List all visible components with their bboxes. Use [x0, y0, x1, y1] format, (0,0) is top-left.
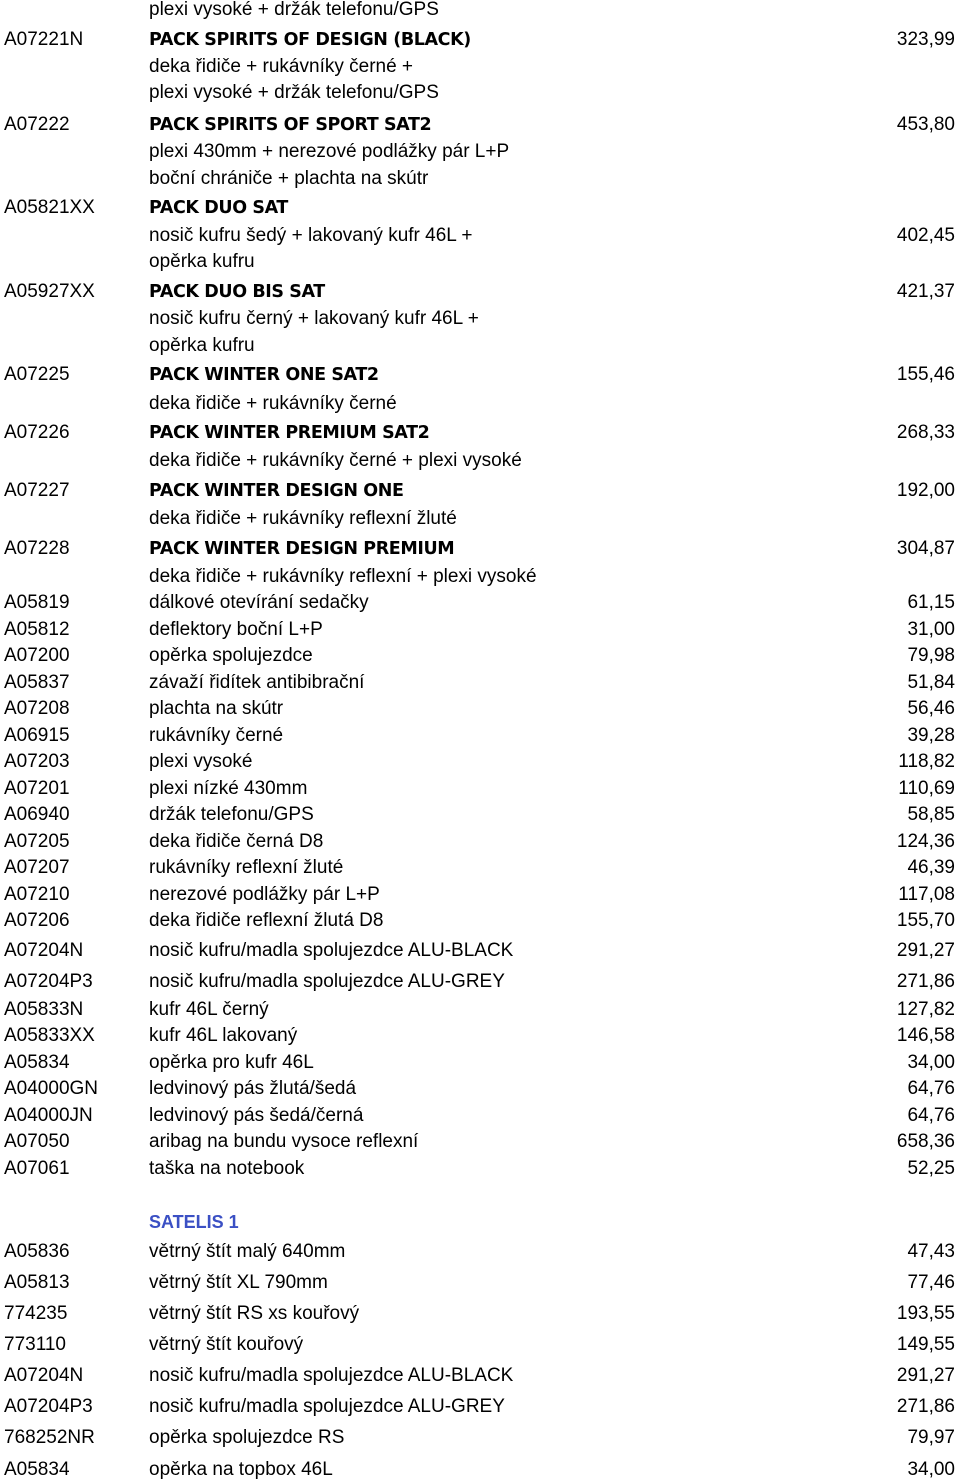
item-price: 323,99 — [896, 29, 955, 50]
item-code: A05821XX — [4, 197, 95, 218]
item-description: deka řidiče černá D8 — [149, 831, 324, 852]
item-description: rukávníky reflexní žluté — [149, 857, 344, 878]
table-row — [0, 1076, 960, 1102]
table-row — [0, 139, 960, 165]
item-description: opěrka spolujezdce RS — [149, 1427, 345, 1448]
item-code: A07221N — [4, 29, 84, 50]
item-price: 56,46 — [907, 698, 955, 719]
item-code: A07204P3 — [4, 1396, 93, 1417]
item-description: deka řidiče + rukávníky černé — [149, 393, 397, 414]
table-row — [0, 723, 960, 749]
pack-row — [0, 362, 960, 388]
item-description: deflektory boční L+P — [149, 619, 323, 640]
item-price: 79,98 — [907, 645, 955, 666]
item-price: 127,82 — [896, 999, 955, 1020]
item-description: opěrka kufru — [149, 251, 255, 272]
item-price: 149,55 — [896, 1334, 955, 1355]
item-description: deka řidiče + rukávníky černé + — [149, 56, 414, 77]
item-price: 31,00 — [907, 619, 955, 640]
item-price: 192,00 — [896, 480, 955, 501]
table-row — [0, 249, 960, 275]
item-code: A07228 — [4, 538, 70, 559]
item-code: A07201 — [4, 778, 70, 799]
item-description: plexi vysoké + držák telefonu/GPS — [149, 0, 439, 20]
item-description: deka řidiče + rukávníky reflexní + plexi vysoké — [149, 566, 537, 587]
item-description: plexi nízké 430mm — [149, 778, 308, 799]
item-code: A07200 — [4, 645, 70, 666]
item-code: A04000GN — [4, 1078, 99, 1099]
item-description: větrný štít RS xs kouřový — [149, 1303, 360, 1324]
table-row — [0, 908, 960, 934]
table-row — [0, 776, 960, 802]
item-description: taška na notebook — [149, 1158, 305, 1179]
item-code: A07226 — [4, 422, 70, 443]
item-description: PACK SPIRITS OF SPORT SAT2 — [149, 115, 432, 135]
section-heading-row — [0, 1209, 960, 1235]
item-price: 61,15 — [907, 592, 955, 613]
item-price: 271,86 — [896, 971, 955, 992]
item-description: závaží řidítek antibibrační — [149, 672, 365, 693]
item-code: A07204P3 — [4, 971, 93, 992]
table-row — [0, 166, 960, 192]
item-price: 453,80 — [896, 114, 955, 135]
table-row — [0, 590, 960, 616]
item-description: dálkové otevírání sedačky — [149, 592, 369, 613]
item-description: plexi 430mm + nerezové podlážky pár L+P — [149, 141, 510, 162]
item-price: 52,25 — [907, 1158, 955, 1179]
table-row — [0, 1425, 960, 1451]
item-price: 79,97 — [907, 1427, 955, 1448]
item-description: PACK SPIRITS OF DESIGN (BLACK) — [149, 30, 471, 50]
table-row — [0, 223, 960, 249]
pack-row — [0, 112, 960, 138]
table-row — [0, 333, 960, 359]
table-row — [0, 506, 960, 532]
item-price: 58,85 — [907, 804, 955, 825]
item-price: 118,82 — [898, 751, 955, 772]
item-price: 291,27 — [896, 940, 955, 961]
table-row — [0, 643, 960, 669]
item-description: plachta na skútr — [149, 698, 284, 719]
item-code: A04000JN — [4, 1105, 93, 1126]
item-code: A07210 — [4, 884, 70, 905]
item-description: opěrka spolujezdce — [149, 645, 313, 666]
table-row — [0, 306, 960, 332]
item-code: A07225 — [4, 364, 70, 385]
item-code: A07208 — [4, 698, 70, 719]
item-price: 39,28 — [907, 725, 955, 746]
item-description: plexi vysoké + držák telefonu/GPS — [149, 82, 439, 103]
item-description: opěrka kufru — [149, 335, 255, 356]
item-code: A07050 — [4, 1131, 70, 1152]
item-description: opěrka na topbox 46L — [149, 1459, 333, 1480]
item-description: nosič kufru šedý + lakovaný kufr 46L + — [149, 225, 473, 246]
item-description: držák telefonu/GPS — [149, 804, 314, 825]
item-description: nosič kufru černý + lakovaný kufr 46L + — [149, 308, 479, 329]
table-row — [0, 564, 960, 590]
item-description: PACK DUO BIS SAT — [149, 282, 325, 302]
item-price: 658,36 — [896, 1131, 955, 1152]
item-code: A05927XX — [4, 281, 95, 302]
item-code: A05819 — [4, 592, 70, 613]
table-row — [0, 997, 960, 1023]
item-code: A07203 — [4, 751, 70, 772]
item-code: A07205 — [4, 831, 70, 852]
table-row — [0, 1394, 960, 1420]
table-row — [0, 802, 960, 828]
table-row — [0, 1103, 960, 1129]
item-price: 193,55 — [896, 1303, 955, 1324]
item-description: nosič kufru/madla spolujezdce ALU-GREY — [149, 1396, 505, 1417]
item-description: PACK DUO SAT — [149, 198, 288, 218]
item-code: A05834 — [4, 1052, 70, 1073]
item-price: 421,37 — [896, 281, 955, 302]
item-code: A07222 — [4, 114, 70, 135]
table-row — [0, 969, 960, 995]
item-code: A07204N — [4, 940, 84, 961]
item-code: A05837 — [4, 672, 70, 693]
item-code: 774235 — [4, 1303, 68, 1324]
item-price: 77,46 — [907, 1272, 955, 1293]
item-description: větrný štít XL 790mm — [149, 1272, 328, 1293]
item-price: 304,87 — [896, 538, 955, 559]
table-row — [0, 1156, 960, 1182]
item-description: opěrka pro kufr 46L — [149, 1052, 314, 1073]
table-row — [0, 855, 960, 881]
item-code: 768252NR — [4, 1427, 95, 1448]
table-row — [0, 1270, 960, 1296]
item-code: A07227 — [4, 480, 70, 501]
item-code: A05833N — [4, 999, 84, 1020]
item-description: větrný štít malý 640mm — [149, 1241, 346, 1262]
table-row — [0, 448, 960, 474]
table-row — [0, 882, 960, 908]
item-price: 46,39 — [907, 857, 955, 878]
item-price: 64,76 — [907, 1105, 955, 1126]
table-row — [0, 1301, 960, 1327]
item-description: nosič kufru/madla spolujezdce ALU-BLACK — [149, 1365, 514, 1386]
table-row — [0, 1023, 960, 1049]
table-row — [0, 80, 960, 106]
pack-row — [0, 195, 960, 221]
item-description: nosič kufru/madla spolujezdce ALU-BLACK — [149, 940, 514, 961]
item-price: 34,00 — [907, 1459, 955, 1480]
table-row — [0, 617, 960, 643]
item-description: PACK WINTER DESIGN ONE — [149, 481, 404, 501]
item-price: 271,86 — [896, 1396, 955, 1417]
item-description: aribag na bundu vysoce reflexní — [149, 1131, 419, 1152]
item-description: ledvinový pás šedá/černá — [149, 1105, 364, 1126]
pack-row — [0, 27, 960, 53]
table-row — [0, 938, 960, 964]
item-price: 110,69 — [898, 778, 955, 799]
table-row — [0, 1457, 960, 1483]
item-price: 124,36 — [896, 831, 955, 852]
item-description: ledvinový pás žlutá/šedá — [149, 1078, 357, 1099]
item-code: A05813 — [4, 1272, 70, 1293]
item-description: deka řidiče reflexní žlutá D8 — [149, 910, 384, 931]
item-description: PACK WINTER PREMIUM SAT2 — [149, 423, 430, 443]
pack-row — [0, 536, 960, 562]
item-description: větrný štít kouřový — [149, 1334, 304, 1355]
table-row — [0, 54, 960, 80]
item-price: 34,00 — [907, 1052, 955, 1073]
item-description: deka řidiče + rukávníky reflexní žluté — [149, 508, 457, 529]
item-code: A05833XX — [4, 1025, 95, 1046]
item-price: 146,58 — [896, 1025, 955, 1046]
item-price: 268,33 — [896, 422, 955, 443]
table-row — [0, 391, 960, 417]
item-code: A07207 — [4, 857, 70, 878]
pack-row — [0, 420, 960, 446]
item-code: A05836 — [4, 1241, 70, 1262]
table-row — [0, 0, 960, 23]
item-price: 155,70 — [896, 910, 955, 931]
item-price: 51,84 — [907, 672, 955, 693]
item-description: kufr 46L černý — [149, 999, 269, 1020]
item-description: PACK WINTER ONE SAT2 — [149, 365, 379, 385]
item-price: 117,08 — [898, 884, 955, 905]
item-code: 773110 — [4, 1334, 66, 1355]
table-row — [0, 1363, 960, 1389]
table-row — [0, 1129, 960, 1155]
item-description: PACK WINTER DESIGN PREMIUM — [149, 539, 455, 559]
table-row — [0, 1332, 960, 1358]
item-price: 155,46 — [896, 364, 955, 385]
table-row — [0, 670, 960, 696]
item-code: A07204N — [4, 1365, 84, 1386]
item-description: boční chrániče + plachta na skútr — [149, 168, 429, 189]
item-description: deka řidiče + rukávníky černé + plexi vysoké — [149, 450, 522, 471]
item-price: 64,76 — [907, 1078, 955, 1099]
table-row — [0, 1050, 960, 1076]
item-code: A07061 — [4, 1158, 70, 1179]
section-heading: SATELIS 1 — [149, 1212, 239, 1232]
item-description: plexi vysoké — [149, 751, 253, 772]
item-code: A06940 — [4, 804, 70, 825]
item-code: A05834 — [4, 1459, 70, 1480]
item-description: nerezové podlážky pár L+P — [149, 884, 380, 905]
item-price: 47,43 — [907, 1241, 955, 1262]
table-row — [0, 1239, 960, 1265]
table-row — [0, 829, 960, 855]
item-code: A07206 — [4, 910, 70, 931]
item-code: A06915 — [4, 725, 70, 746]
item-code: A05812 — [4, 619, 70, 640]
item-description: nosič kufru/madla spolujezdce ALU-GREY — [149, 971, 505, 992]
item-price: 291,27 — [896, 1365, 955, 1386]
pack-row — [0, 279, 960, 305]
item-description: kufr 46L lakovaný — [149, 1025, 298, 1046]
item-description: rukávníky černé — [149, 725, 284, 746]
table-row — [0, 696, 960, 722]
table-row — [0, 749, 960, 775]
pack-row — [0, 478, 960, 504]
item-price: 402,45 — [896, 225, 955, 246]
